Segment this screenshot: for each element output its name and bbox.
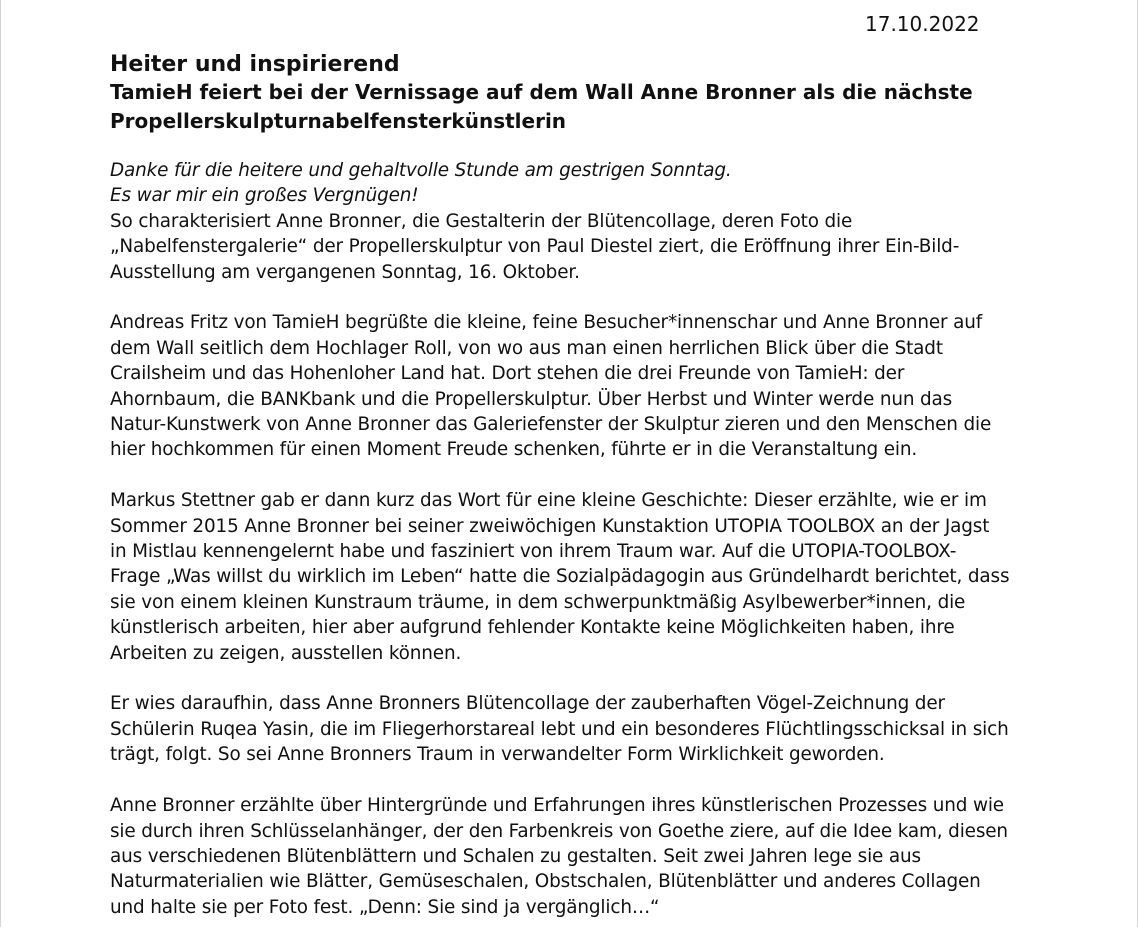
opening-quote (110, 158, 1040, 209)
paragraph-line: Arbeiten zu zeigen, ausstellen können. (110, 642, 462, 664)
paragraph-line: Frage „Was willst du wirklich im Leben“ hatte die Sozialpädagogin aus Gründelhardt berichtet, dass (110, 566, 1010, 588)
paragraph-line: „Nabelfenstergalerie“ der Propellerskulptur von Paul Diestel ziert, die Eröffnung ihrer Ein-Bild- (110, 236, 960, 258)
paragraph-line: Schülerin Ruqea Yasin, die im Fliegerhorstareal lebt und ein besonderes Flüchtlingsschicksal in sich (110, 718, 1009, 740)
paragraph-line: Anne Bronner erzählte über Hintergründe und Erfahrungen ihres künstlerischen Prozesses und wie (110, 795, 1004, 817)
headline-subtitle (110, 78, 1040, 136)
paragraph-greeting (110, 310, 1040, 462)
paragraph-line: aus verschiedenen Blütenblättern und Schalen zu gestalten. Seit zwei Jahren lege sie aus (110, 845, 921, 867)
quote-line: Danke für die heitere und gehaltvolle Stunde am gestrigen Sonntag. (110, 160, 732, 181)
paragraph-line: Er wies daraufhin, dass Anne Bronners Blütencollage der zauberhaften Vögel-Zeichnung der (110, 693, 945, 715)
document-date: 17.10.2022 (865, 12, 980, 36)
headline-title: Heiter und inspirierend (110, 52, 400, 77)
quote-line: Es war mir ein großes Vergnügen! (110, 185, 419, 207)
article-body (110, 158, 1040, 946)
paragraph-line: Markus Stettner gab er dann kurz das Wort für eine kleine Geschichte: Dieser erzählte, wie er im (110, 490, 987, 512)
paragraph-line: Crailsheim und das Hohenloher Land hat. Dort stehen die drei Freunde von TamieH: der (110, 363, 905, 385)
paragraph-line: künstlerisch arbeiten, hier aber aufgrund fehlender Kontakte keine Möglichkeiten haben, ihre (110, 617, 955, 639)
paragraph-dream (110, 691, 1040, 767)
paragraph-line: Natur-Kunstwerk von Anne Bronner das Galeriefenster der Skulptur zieren und den Menschen die (110, 414, 992, 436)
paragraph-line: und halte sie per Foto fest. „Denn: Sie sind ja vergänglich…“ (110, 896, 660, 918)
paragraph-line: hier hochkommen für einen Moment Freude schenken, führte er in die Veranstaltung ein. (110, 439, 918, 461)
paragraph-line: in Mistlau kennengelernt habe und fasziniert von ihrem Traum war. Auf die UTOPIA-TOOLBOX- (110, 541, 957, 563)
paragraph-line: dem Wall seitlich dem Hochlager Roll, von wo aus man einen herrlichen Blick über die Stadt (110, 337, 943, 359)
paragraph-line: So charakterisiert Anne Bronner, die Gestalterin der Blütencollage, deren Foto die (110, 210, 853, 232)
paragraph-line: Sommer 2015 Anne Bronner bei seiner zweiwöchigen Kunstaktion UTOPIA TOOLBOX an der Jagst (110, 515, 990, 537)
paragraph-line: Naturmaterialien wie Blätter, Gemüseschalen, Obstschalen, Blütenblätter und anderes Collagen (110, 871, 981, 893)
headline-subtitle-line: Propellerskulpturnabelfensterkünstlerin (110, 109, 567, 133)
paragraph-line: trägt, folgt. So sei Anne Bronners Traum in verwandelter Form Wirklichkeit geworden. (110, 744, 885, 766)
paragraph-story (110, 488, 1040, 666)
paragraph-line: Ausstellung am vergangenen Sonntag, 16. Oktober. (110, 261, 580, 283)
paragraph-line: sie von einem kleinen Kunstraum träume, in dem schwerpunktmäßig Asylbewerber*innen, die (110, 591, 966, 613)
paragraph-line: sie durch ihren Schlüsselanhänger, der den Farbenkreis von Goethe ziere, auf die Idee kam, diesen (110, 820, 1008, 842)
paragraph-line: Andreas Fritz von TamieH begrüßte die kleine, feine Besucher*innenschar und Anne Bronner auf (110, 312, 983, 334)
headline-block (110, 52, 1040, 136)
headline-subtitle-line: TamieH feiert bei der Vernissage auf dem Wall Anne Bronner als die nächste (110, 80, 973, 104)
paragraph-line: Ahornbaum, die BANKbank und die Propellerskulptur. Über Herbst und Winter werde nun das (110, 388, 953, 410)
paragraph-intro (110, 209, 1040, 285)
paragraph-process (110, 793, 1040, 920)
